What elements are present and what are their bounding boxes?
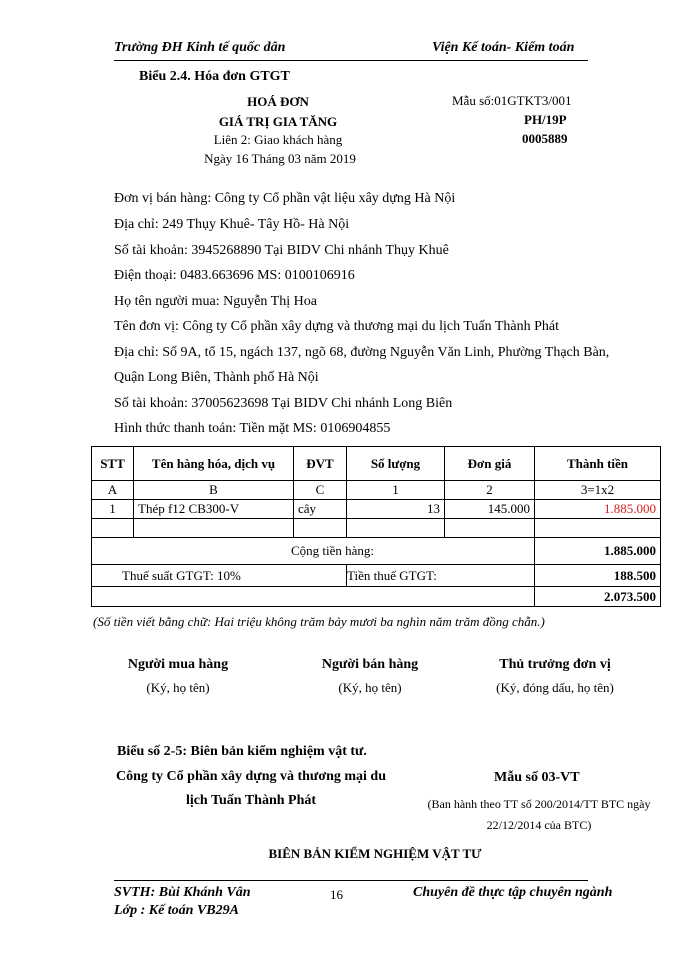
vat-row [92,565,661,587]
invoice-section-title: Biểu 2.4. Hóa đơn GTGT [139,69,290,84]
col-header: ĐVT [294,447,347,481]
col-header: Đơn giá [445,447,535,481]
section-company-line-1: Công ty Cổ phần xây dựng và thương mại du [115,769,386,784]
table-code-row [92,481,661,500]
subtotal-label: Cộng tiền hàng: [92,538,535,565]
row-item-name: Thép f12 CB300-V [134,500,294,519]
signature-seller-note: (Ký, họ tên) [338,680,402,695]
amount-in-words: (Số tiền viết bằng chữ: Hai triệu không trăm bảy mươi ba nghìn năm trăm đồng chẵn.) [93,614,545,629]
row-unit-price: 145.000 [445,500,535,519]
footer-student: SVTH: Bùi Khánh Vân [114,885,251,900]
invoice-form-number: Mẫu số:01GTKT3/001 [452,93,572,108]
header-rule [114,60,588,61]
buyer-address: Địa chỉ: Số 9A, tổ 15, ngách 137, ngõ 68, đường Nguyễn Văn Linh, Phường Thạch Bàn, [114,345,610,360]
section-company-line-2: lịch Tuấn Thành Phát [185,793,317,808]
payment-method: Hình thức thanh toán: Tiền mặt MS: 0106904855 [114,421,391,436]
subtotal-row [92,538,661,565]
footer-class: Lớp : Kế toán VB29A [114,903,239,918]
buyer-name: Họ tên người mua: Nguyễn Thị Hoa [114,294,317,309]
col-header: STT [92,447,134,481]
col-code: 1 [347,481,445,500]
row-unit: cây [294,500,347,519]
buyer-company: Tên đơn vị: Công ty Cổ phần xây dựng và thương mại du lịch Tuấn Thành Phát [114,319,560,334]
col-code: B [134,481,294,500]
invoice-number: 0005889 [522,131,568,146]
signature-director-title: Thủ trưởng đơn vị [499,657,611,672]
row-amount: 1.885.000 [535,500,661,519]
invoice-title-2: GIÁ TRỊ GIA TĂNG [218,114,338,129]
table-row [92,500,661,519]
footer-thesis-title: Chuyên đề thực tập chuyên ngành [413,885,613,900]
signature-director-note: (Ký, đóng dấu, họ tên) [496,680,614,695]
page-number: 16 [330,887,343,902]
signature-buyer-note: (Ký, họ tên) [146,680,210,695]
section-2-5-title: Biểu số 2-5: Biên bản kiểm nghiệm vật tư. [117,744,367,759]
section-form-number: Mẫu số 03-VT [494,770,580,785]
document-title: BIÊN BẢN KIỂM NGHIỆM VẬT TƯ [268,846,482,861]
col-header: Thành tiền [535,447,661,481]
section-issued-line-1: (Ban hành theo TT số 200/2014/TT BTC ngày [427,797,651,811]
invoice-title-1: HOÁ ĐƠN [247,94,309,109]
vat-value: 188.500 [535,565,661,587]
invoice-table [91,446,661,607]
col-code: A [92,481,134,500]
seller-account: Số tài khoản: 3945268890 Tại BIDV Chi nhánh Thụy Khuê [114,243,449,258]
row-quantity: 13 [347,500,445,519]
col-header: Tên hàng hóa, dịch vụ [134,447,294,481]
seller-name: Đơn vị bán hàng: Công ty Cổ phần vật liệu xây dựng Hà Nội [114,191,456,206]
header-school: Trường ĐH Kinh tế quốc dân [114,40,286,55]
section-issued-line-2: 22/12/2014 của BTC) [486,818,592,832]
buyer-address-cont: Quận Long Biên, Thành phố Hà Nội [114,370,319,385]
vat-amount-label: Tiền thuế GTGT: [347,565,535,587]
seller-phone: Điện thoại: 0483.663696 MS: 0100106916 [114,268,355,283]
signature-seller-title: Người bán hàng [321,657,419,672]
table-header-row [92,447,661,481]
invoice-series: PH/19P [524,112,567,127]
col-header: Số lượng [347,447,445,481]
col-code: 3=1x2 [535,481,661,500]
total-value: 2.073.500 [535,587,661,607]
invoice-copy: Liên 2: Giao khách hàng [213,132,343,147]
row-stt: 1 [92,500,134,519]
buyer-account: Số tài khoản: 37005623698 Tại BIDV Chi nhánh Long Biên [114,396,453,411]
total-row [92,587,661,607]
header-institute: Viện Kế toán- Kiểm toán [432,40,575,55]
table-empty-row [92,519,661,538]
subtotal-value: 1.885.000 [535,538,661,565]
footer-rule [114,880,588,881]
signature-buyer-title: Người mua hàng [127,657,229,672]
col-code: C [294,481,347,500]
seller-address: Địa chỉ: 249 Thụy Khuê- Tây Hồ- Hà Nội [114,217,350,232]
invoice-date: Ngày 16 Tháng 03 năm 2019 [204,151,356,166]
vat-rate-label: Thuế suất GTGT: 10% [92,565,347,587]
col-code: 2 [445,481,535,500]
